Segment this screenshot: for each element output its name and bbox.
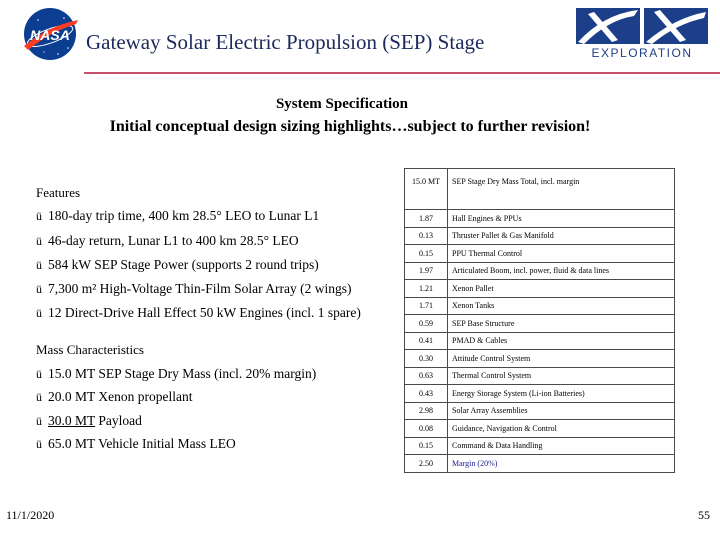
table-cell-value: 1.21: [405, 280, 448, 298]
table-cell-desc: Energy Storage System (Li-ion Batteries): [448, 385, 675, 403]
table-cell-desc: Hall Engines & PPUs: [448, 210, 675, 228]
features-heading: Features: [36, 185, 81, 200]
mass-item: ü 15.0 MT SEP Stage Dry Mass (incl. 20% margin): [36, 366, 317, 381]
table-row: [405, 402, 675, 420]
table-row: [405, 297, 675, 315]
table-cell-value: 0.13: [405, 227, 448, 245]
table-cell-value: 0.41: [405, 332, 448, 350]
table-row: [405, 367, 675, 385]
exploration-logo: [574, 6, 710, 60]
table-header-row: [405, 169, 675, 210]
table-row: [405, 332, 675, 350]
table-cell-desc: Command & Data Handling: [448, 437, 675, 455]
feature-item: ü 584 kW SEP Stage Power (supports 2 round trips): [36, 257, 319, 272]
table-row: [405, 385, 675, 403]
check-icon: ü: [36, 234, 42, 248]
table-row-margin: [405, 455, 675, 473]
table-cell-value: 1.87: [405, 210, 448, 228]
table-cell-desc: SEP Stage Dry Mass Total, incl. margin: [448, 169, 675, 210]
table-cell-value: 0.59: [405, 315, 448, 333]
table-cell-desc: Attitude Control System: [448, 350, 675, 368]
table-cell-value: 0.15: [405, 437, 448, 455]
mass-item: ü 20.0 MT Xenon propellant: [36, 389, 193, 404]
mass-heading: Mass Characteristics: [36, 342, 144, 357]
check-icon: ü: [36, 437, 42, 451]
table-cell-value: 0.15: [405, 245, 448, 263]
check-icon: ü: [36, 209, 42, 223]
table-cell-desc: Thermal Control System: [448, 367, 675, 385]
check-icon: ü: [36, 390, 42, 404]
table-cell-desc: PPU Thermal Control: [448, 245, 675, 263]
table-row: [405, 245, 675, 263]
table-row: [405, 315, 675, 333]
table-cell-desc: SEP Base Structure: [448, 315, 675, 333]
mass-item: ü 30.0 MT Payload: [36, 413, 142, 428]
table-cell-desc: Margin (20%): [448, 455, 675, 473]
table-cell-desc: Thruster Pallet & Gas Manifold: [448, 227, 675, 245]
table-row: [405, 437, 675, 455]
mass-item: ü 65.0 MT Vehicle Initial Mass LEO: [36, 436, 236, 451]
table-cell-value: 1.71: [405, 297, 448, 315]
check-icon: ü: [36, 258, 42, 272]
check-icon: ü: [36, 306, 42, 320]
page-title: Gateway Solar Electric Propulsion (SEP) Stage: [86, 30, 485, 54]
check-icon: ü: [36, 414, 42, 428]
feature-item: ü 7,300 m² High-Voltage Thin-Film Solar Array (2 wings): [36, 281, 352, 296]
spec-subheading: Initial conceptual design sizing highlights…subject to further revision!: [109, 118, 591, 135]
nasa-logo-text: NASA: [30, 27, 70, 43]
mass-breakdown-table: [404, 168, 675, 473]
check-icon: ü: [36, 282, 42, 296]
feature-item: ü 46-day return, Lunar L1 to 400 km 28.5° LEO: [36, 233, 299, 248]
table-row: [405, 420, 675, 438]
table-cell-desc: Guidance, Navigation & Control: [448, 420, 675, 438]
table-row: [405, 227, 675, 245]
spec-heading: System Specification: [275, 96, 409, 112]
table-cell-value: 1.97: [405, 262, 448, 280]
check-icon: ü: [36, 367, 42, 381]
table-cell-desc: Solar Array Assemblies: [448, 402, 675, 420]
table-cell-value: 0.43: [405, 385, 448, 403]
page-number: 55: [698, 508, 710, 522]
header-divider: [84, 72, 720, 74]
table-cell-desc: Xenon Pallet: [448, 280, 675, 298]
exploration-logo-text: EXPLORATION: [591, 46, 693, 60]
table-cell-desc: Articulated Boom, incl. power, fluid & data lines: [448, 262, 675, 280]
table-row: [405, 262, 675, 280]
footer-date: 11/1/2020: [6, 508, 55, 522]
table-row: [405, 210, 675, 228]
table-cell-value: 2.98: [405, 402, 448, 420]
table-cell-value: 0.30: [405, 350, 448, 368]
table-row: [405, 350, 675, 368]
nasa-logo: [18, 6, 82, 62]
table-cell-value: 0.08: [405, 420, 448, 438]
table-row: [405, 280, 675, 298]
table-cell-value: 0.63: [405, 367, 448, 385]
feature-item: ü 12 Direct-Drive Hall Effect 50 kW Engines (incl. 1 spare): [36, 305, 361, 320]
table-cell-value: 2.50: [405, 455, 448, 473]
table-cell-desc: PMAD & Cables: [448, 332, 675, 350]
table-cell-value: 15.0 MT: [405, 169, 448, 210]
feature-item: ü 180-day trip time, 400 km 28.5° LEO to Lunar L1: [36, 208, 320, 223]
table-cell-desc: Xenon Tanks: [448, 297, 675, 315]
